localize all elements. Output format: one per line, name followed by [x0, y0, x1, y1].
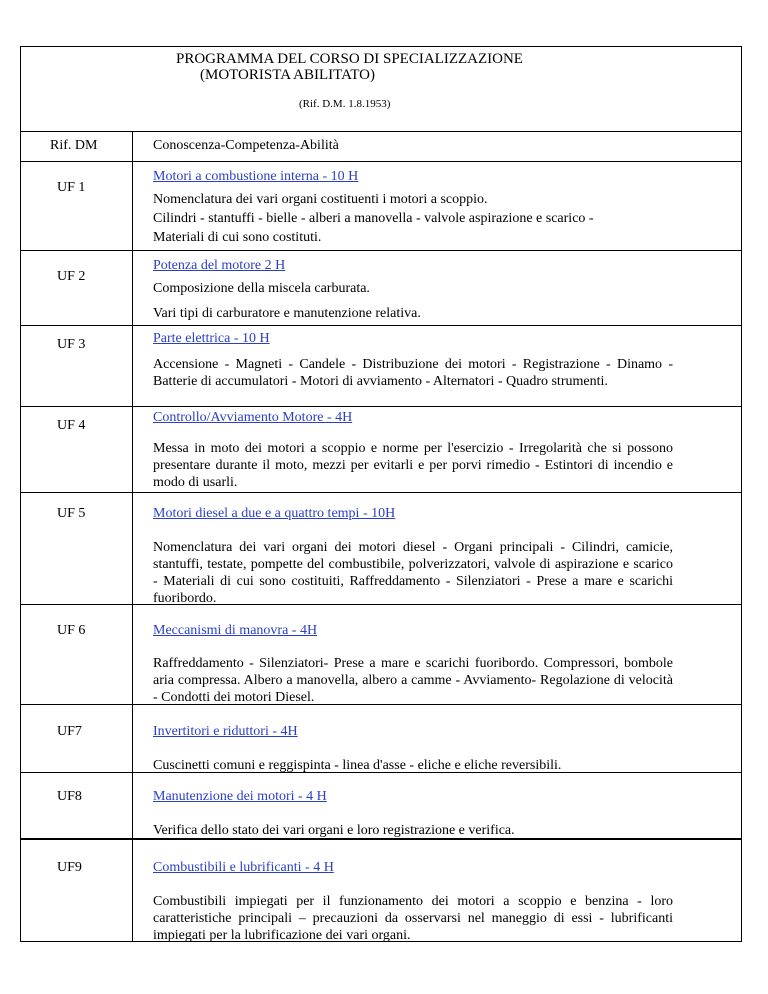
uf-code: UF8	[57, 789, 82, 804]
module-line: Composizione della miscela carburata.	[153, 281, 370, 296]
uf-code: UF 3	[57, 337, 86, 352]
page-title: PROGRAMMA DEL CORSO DI SPECIALIZZAZIONE	[176, 51, 523, 67]
table-row	[21, 326, 741, 407]
reference-note: (Rif. D.M. 1.8.1953)	[299, 98, 391, 110]
table-row	[21, 493, 741, 605]
module-line: Materiali di cui sono costituti.	[153, 230, 322, 245]
column-header-ref: Rif. DM	[50, 138, 98, 153]
module-line: Nomenclatura dei vari organi costituenti i motori a scoppio.	[153, 192, 488, 207]
table-row	[21, 705, 741, 773]
module-link[interactable]: Manutenzione dei motori - 4 H	[153, 789, 327, 804]
module-link[interactable]: Combustibili e lubrificanti - 4 H	[153, 860, 334, 875]
module-link[interactable]: Meccanismi di manovra - 4H	[153, 623, 318, 638]
uf-code: UF 6	[57, 623, 86, 638]
module-link[interactable]: Potenza del motore 2 H	[153, 258, 286, 273]
table-row	[21, 840, 741, 941]
module-line: Vari tipi di carburatore e manutenzione relativa.	[153, 306, 421, 321]
module-description: Cuscinetti comuni e reggispinta - linea d'asse - eliche e eliche reversibili.	[153, 758, 562, 773]
table-row	[21, 407, 741, 493]
module-link[interactable]: Controllo/Avviamento Motore - 4H	[153, 410, 353, 425]
uf-code: UF 4	[57, 418, 86, 433]
table-header	[21, 47, 741, 132]
module-line: Cilindri - stantuffi - bielle - alberi a manovella - valvole aspirazione e scarico -	[153, 211, 594, 226]
module-description: Verifica dello stato dei vari organi e loro registrazione e verifica.	[153, 823, 515, 838]
module-link[interactable]: Motori a combustione interna - 10 H	[153, 169, 359, 184]
module-description: Raffreddamento - Silenziatori- Prese a mare e scarichi fuoribordo. Compressori, bombole aria compressa. Albero a manovella, albero a camme - Avviamento- Regolazione di velocità - Condotti dei motori Diesel.	[153, 656, 673, 705]
uf-code: UF 5	[57, 506, 86, 521]
table-row	[21, 605, 741, 705]
module-description: Accensione - Magneti - Candele - Distribuzione dei motori - Registrazione - Dinamo - Batterie di accumulatori - Motori di avviamento - Alternatori - Quadro strumenti.	[153, 357, 673, 389]
page-subtitle: (MOTORISTA ABILITATO)	[200, 67, 375, 83]
uf-code: UF7	[57, 724, 82, 739]
table-row	[21, 162, 741, 251]
module-link[interactable]: Motori diesel a due e a quattro tempi - 10H	[153, 506, 396, 521]
uf-code: UF 1	[57, 180, 86, 195]
uf-code: UF9	[57, 860, 82, 875]
course-program-table	[20, 46, 742, 942]
module-link[interactable]: Invertitori e riduttori - 4H	[153, 724, 298, 739]
table-row	[21, 251, 741, 326]
column-header-row	[21, 131, 741, 162]
table-row	[21, 773, 741, 840]
module-description: Messa in moto dei motori a scoppio e norme per l'esercizio - Irregolarità che si possono presentare durante il moto, mezzi per evitarli e per porvi rimedio - Estintori di incendio e modo di usarli.	[153, 441, 673, 490]
uf-code: UF 2	[57, 269, 86, 284]
module-link[interactable]: Parte elettrica - 10 H	[153, 331, 270, 346]
column-header-content: Conoscenza-Competenza-Abilità	[153, 138, 339, 153]
module-description: Nomenclatura dei vari organi dei motori diesel - Organi principali - Cilindri, camicie, stantuffi, testate, pompette del combustibile, polverizzatori, valvole di aspirazione e scarico - Materiali di cui sono costituiti, Raffreddamento - Silenziatori - Prese a mare e scarichi fuoribordo.	[153, 540, 673, 606]
module-description: Combustibili impiegati per il funzionamento dei motori a scoppio e benzina - loro caratteristiche principali – precauzioni da osservarsi nel maneggio di essi - lubrificanti impiegati per la lubrificazione dei vari organi.	[153, 894, 673, 943]
